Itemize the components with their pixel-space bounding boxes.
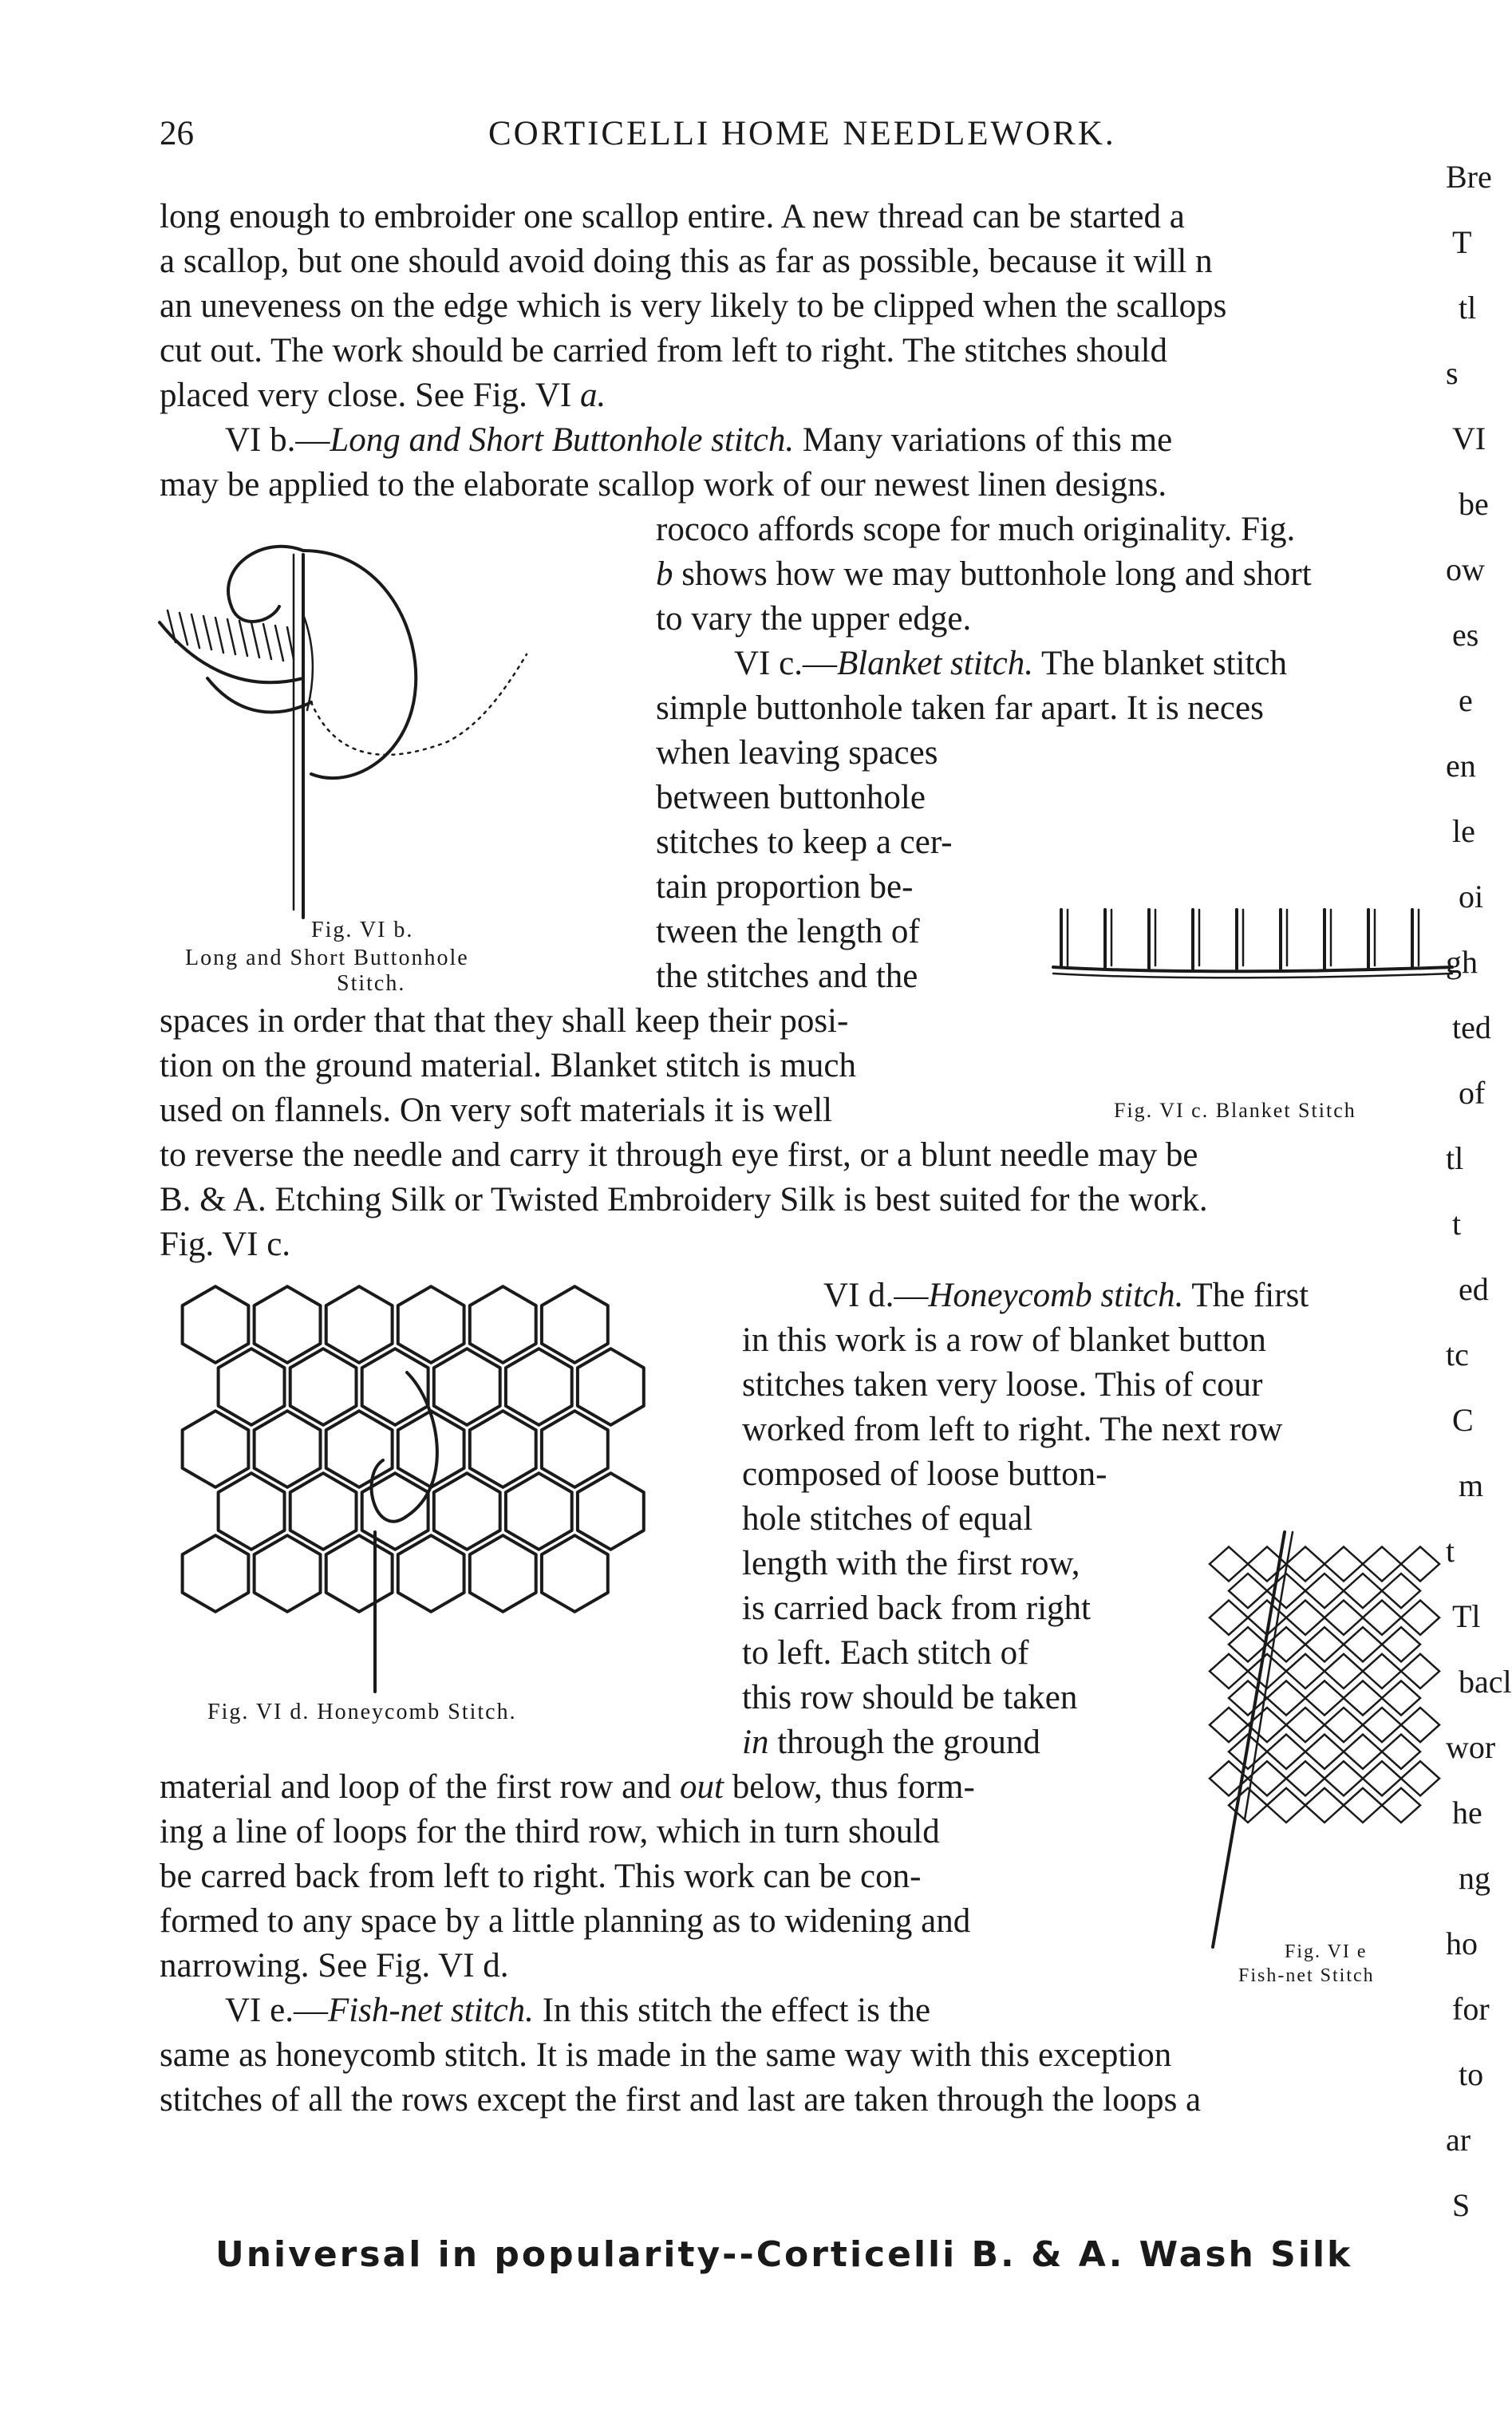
margin-bleed-fragment: for (1452, 1991, 1490, 2027)
fishnet-mesh (1324, 1546, 1363, 1581)
vib-heading (225, 418, 1172, 463)
vic-narrow-1: when leaving spaces (656, 734, 938, 772)
fig-vie-caption-1: Fig. VI e (1285, 1941, 1368, 1962)
fishnet-mesh (1344, 1680, 1382, 1715)
vic-line-after-caption: to reverse the needle and carry it through eye first, or a blunt needle may be (160, 1136, 1198, 1174)
honeycomb-cell (290, 1473, 357, 1550)
vid-narrower-3: length with the first row, (742, 1545, 1080, 1582)
honeycomb-cell (542, 1535, 608, 1612)
vie-line-3: stitches of all the rows except the first and last are taken through the loops a (160, 2081, 1202, 2119)
fishnet-mesh (1286, 1601, 1324, 1635)
fishnet-mesh (1401, 1601, 1439, 1635)
fishnet-mesh (1382, 1680, 1420, 1715)
intro-line-3: an uneveness on the edge which is very likely to be clipped when the scallops (160, 287, 1227, 325)
margin-bleed-fragment: ng (1459, 1860, 1490, 1896)
fishnet-mesh (1324, 1708, 1363, 1742)
fishnet-mesh (1324, 1601, 1363, 1635)
vic-label: VI c.— (734, 645, 837, 682)
fishnet-mesh (1382, 1574, 1420, 1608)
vid-in-word: in (742, 1724, 769, 1761)
fishnet-mesh (1344, 1735, 1382, 1769)
honeycomb-cell (326, 1535, 393, 1612)
vid-narrow-3: worked from left to right. The next row (742, 1411, 1283, 1448)
vic-full-3: used on flannels. On very soft materials it is well (160, 1092, 833, 1129)
vid-material-line (160, 1765, 975, 1810)
fishnet-mesh (1401, 1761, 1439, 1795)
vib-line-4-italic: b (656, 555, 673, 593)
intro-line-4: cut out. The work should be carried from left to right. The stitches should (160, 332, 1168, 369)
vid-narrower-4: is carried back from right (742, 1590, 1091, 1627)
honeycomb-cell (506, 1473, 572, 1550)
fishnet-mesh (1344, 1574, 1382, 1608)
fishnet-mesh (1305, 1735, 1344, 1769)
margin-bleed-fragment: he (1452, 1795, 1482, 1830)
honeycomb-cell (398, 1535, 464, 1612)
honeycomb-cell (219, 1349, 285, 1425)
fig-vib-caption-1: Fig. VI b. (311, 918, 414, 942)
margin-bleed-fragment: ho (1446, 1925, 1478, 1961)
vie-line-2: same as honeycomb stitch. It is made in the same way with this exception (160, 2036, 1172, 2074)
margin-bleed-fragment: ted (1452, 1009, 1491, 1045)
vid-in-rest: through the ground (768, 1724, 1040, 1761)
vid-narrow-1: in this work is a row of blanket button (742, 1321, 1266, 1359)
fig-vib-caption-3: Stitch. (337, 971, 406, 996)
fishnet-mesh (1286, 1708, 1324, 1742)
vib-line-2: may be applied to the elaborate scallop work of our newest linen designs. (160, 466, 1167, 504)
intro-line-2: a scallop, but one should avoid doing this as far as possible, because it will n (160, 243, 1213, 280)
honeycomb-cell (183, 1286, 249, 1363)
vie-title: Fish-net stitch. (327, 1992, 534, 2029)
fishnet-mesh (1286, 1654, 1324, 1688)
fishnet-mesh (1210, 1654, 1248, 1688)
vid-material-post: below, thus form- (723, 1768, 975, 1806)
vib-title: Long and Short Buttonhole stitch. (330, 421, 795, 459)
vid-out-word: out (679, 1768, 724, 1806)
margin-bleed-fragment: ar (1446, 2122, 1471, 2158)
margin-bleed-fragment: of (1459, 1075, 1486, 1111)
margin-bleed-fragment: es (1452, 617, 1479, 653)
fishnet-mesh (1229, 1627, 1267, 1661)
vie-label: VI e.— (225, 1992, 328, 2029)
vid-material-pre: material and loop of the first row and (160, 1768, 680, 1806)
fishnet-mesh (1267, 1680, 1305, 1715)
margin-bleed-fragment: wor (1446, 1729, 1496, 1765)
vic-narrow-5: tween the length of (656, 913, 920, 950)
vic-narrow-4: tain proportion be- (656, 868, 914, 906)
vic-full-2: tion on the ground material. Blanket stitch is much (160, 1047, 856, 1084)
fishnet-mesh (1305, 1680, 1344, 1715)
fig-vib-caption-2: Long and Short Buttonhole (185, 946, 469, 970)
fig-vid-caption: Fig. VI d. Honeycomb Stitch. (207, 1700, 517, 1724)
fishnet-mesh (1401, 1708, 1439, 1742)
fishnet-mesh (1324, 1654, 1363, 1688)
vic-title: Blanket stitch. (836, 645, 1033, 682)
fishnet-mesh (1363, 1761, 1401, 1795)
honeycomb-cell (434, 1473, 500, 1550)
margin-bleed-fragment: be (1459, 486, 1489, 522)
honeycomb-cell (255, 1286, 321, 1363)
honeycomb-cell (434, 1349, 500, 1425)
fishnet-mesh (1267, 1735, 1305, 1769)
margin-bleed-fragment: le (1452, 813, 1475, 849)
vib-line-5: to vary the upper edge. (656, 600, 972, 638)
vib-line-3: rococo affords scope for much originality. Fig. (656, 511, 1296, 548)
vid-tail-4: narrowing. See Fig. VI d. (160, 1947, 509, 1985)
figure-vie-illustration (1189, 1500, 1452, 1947)
margin-bleed-fragment: C (1452, 1402, 1474, 1438)
intro-line-1: long enough to embroider one scallop entire. A new thread can be started a (160, 198, 1185, 235)
margin-bleed-fragment: to (1459, 2056, 1484, 2092)
honeycomb-cell (470, 1286, 536, 1363)
vie-rest: In this stitch the effect is the (533, 1992, 931, 2029)
vic-line-2: simple buttonhole taken far apart. It is neces (656, 689, 1264, 727)
margin-bleed-fragment: en (1446, 748, 1476, 784)
margin-bleed-fragment: ed (1459, 1271, 1489, 1307)
margin-bleed-through (1446, 0, 1512, 2413)
honeycomb-cell (470, 1535, 536, 1612)
fishnet-mesh (1305, 1788, 1344, 1823)
fishnet-mesh (1305, 1627, 1344, 1661)
intro-fig-ref: a. (580, 377, 606, 414)
vie-heading (225, 1988, 930, 2033)
margin-bleed-fragment: T (1452, 224, 1472, 260)
margin-bleed-fragment: e (1459, 682, 1473, 718)
honeycomb-cell (255, 1535, 321, 1612)
vic-heading (734, 642, 1287, 686)
margin-bleed-fragment: tl (1459, 290, 1477, 326)
vid-tail-2: be carred back from left to right. This work can be con- (160, 1858, 922, 1895)
intro-line-5-text: placed very close. See Fig. VI (160, 377, 581, 414)
fishnet-mesh (1363, 1546, 1401, 1581)
vid-narrower-5: to left. Each stitch of (742, 1634, 1029, 1672)
fishnet-mesh (1229, 1680, 1267, 1715)
fig-vie-caption-2: Fish-net Stitch (1238, 1965, 1375, 1986)
honeycomb-cell (470, 1411, 536, 1487)
fishnet-mesh (1210, 1708, 1248, 1742)
vic-rest: The blanket stitch (1032, 645, 1288, 682)
figure-vib-illustration (144, 519, 622, 966)
vid-tail-1: ing a line of loops for the third row, which in turn should (160, 1813, 940, 1850)
fishnet-mesh (1344, 1627, 1382, 1661)
margin-bleed-fragment: VI (1452, 421, 1486, 456)
vib-line-4 (656, 552, 1312, 597)
vid-rest: The first (1183, 1277, 1309, 1314)
margin-bleed-fragment: S (1452, 2187, 1471, 2223)
honeycomb-cell (578, 1349, 644, 1425)
vic-narrow-3: stitches to keep a cer- (656, 823, 953, 861)
honeycomb-cell (326, 1286, 393, 1363)
honeycomb-cell (506, 1349, 572, 1425)
vid-title: Honeycomb stitch. (928, 1277, 1184, 1314)
running-title: CORTICELLI HOME NEEDLEWORK. (488, 115, 1116, 152)
fishnet-mesh (1401, 1546, 1439, 1581)
vic-fig-ref: Fig. VI c. (160, 1226, 291, 1263)
vid-narrower-2: hole stitches of equal (742, 1500, 1033, 1538)
fig-vic-caption: Fig. VI c. Blanket Stitch (1114, 1099, 1356, 1122)
margin-bleed-fragment: s (1446, 355, 1459, 391)
fishnet-mesh (1324, 1761, 1363, 1795)
fishnet-mesh (1229, 1574, 1267, 1608)
margin-bleed-fragment: oi (1459, 879, 1484, 914)
vid-tail-3: formed to any space by a little planning as to widening and (160, 1902, 971, 1940)
margin-bleed-fragment: t (1452, 1206, 1462, 1242)
fishnet-mesh (1286, 1761, 1324, 1795)
honeycomb-cell (183, 1411, 249, 1487)
honeycomb-cell (542, 1286, 608, 1363)
margin-bleed-fragment: m (1459, 1467, 1484, 1503)
honeycomb-cell (219, 1473, 285, 1550)
margin-bleed-fragment: Bre (1446, 159, 1492, 195)
vid-in-line (742, 1720, 1040, 1765)
fishnet-mesh (1286, 1546, 1324, 1581)
vid-narrow-2: stitches taken very loose. This of cour (742, 1366, 1263, 1404)
vic-narrow-2: between buttonhole (656, 779, 926, 816)
vid-narrower-6: this row should be taken (742, 1679, 1078, 1716)
margin-bleed-fragment: ow (1446, 551, 1485, 587)
fishnet-mesh (1401, 1654, 1439, 1688)
margin-bleed-fragment: tl (1446, 1140, 1464, 1176)
fishnet-mesh (1267, 1788, 1305, 1823)
footer-slogan: Universal in popularity--Corticelli B. & A. Wash Silk (215, 2234, 1353, 2275)
fishnet-mesh (1210, 1601, 1248, 1635)
fishnet-mesh (1344, 1788, 1382, 1823)
fishnet-mesh (1363, 1708, 1401, 1742)
vic-full-1: spaces in order that that they shall keep their posi- (160, 1002, 849, 1040)
honeycomb-cell (183, 1535, 249, 1612)
vib-label: VI b.— (225, 421, 330, 459)
vid-label: VI d.— (823, 1277, 929, 1314)
vib-line-4-rest: shows how we may buttonhole long and short (673, 555, 1312, 593)
honeycomb-cell (255, 1411, 321, 1487)
fishnet-mesh (1382, 1735, 1420, 1769)
honeycomb-cell (290, 1349, 357, 1425)
fishnet-mesh (1382, 1788, 1420, 1823)
figure-vid-illustration (168, 1277, 710, 1692)
vib-rest: Many variations of this me (794, 421, 1173, 459)
page-number: 26 (160, 115, 194, 152)
vid-narrower-1: composed of loose button- (742, 1455, 1107, 1493)
margin-bleed-fragment: Tl (1452, 1598, 1481, 1634)
honeycomb-cell (542, 1411, 608, 1487)
vic-line-silk: B. & A. Etching Silk or Twisted Embroidery Silk is best suited for the work. (160, 1181, 1208, 1218)
fishnet-mesh (1363, 1601, 1401, 1635)
honeycomb-cell (326, 1411, 393, 1487)
figure-vic-illustration (1045, 894, 1460, 981)
intro-line-5 (160, 373, 606, 418)
honeycomb-cell (578, 1473, 644, 1550)
margin-bleed-fragment: gh (1446, 944, 1478, 980)
fishnet-mesh (1382, 1627, 1420, 1661)
honeycomb-cell (398, 1286, 464, 1363)
fishnet-mesh (1210, 1546, 1248, 1581)
vid-heading (823, 1274, 1309, 1318)
margin-bleed-fragment: tc (1446, 1337, 1469, 1372)
margin-bleed-fragment: t (1446, 1533, 1455, 1569)
margin-bleed-fragment: bacl (1459, 1664, 1512, 1700)
fishnet-mesh (1363, 1654, 1401, 1688)
vic-narrow-6: the stitches and the (656, 958, 918, 995)
honeycomb-cell (398, 1411, 464, 1487)
fishnet-mesh (1305, 1574, 1344, 1608)
